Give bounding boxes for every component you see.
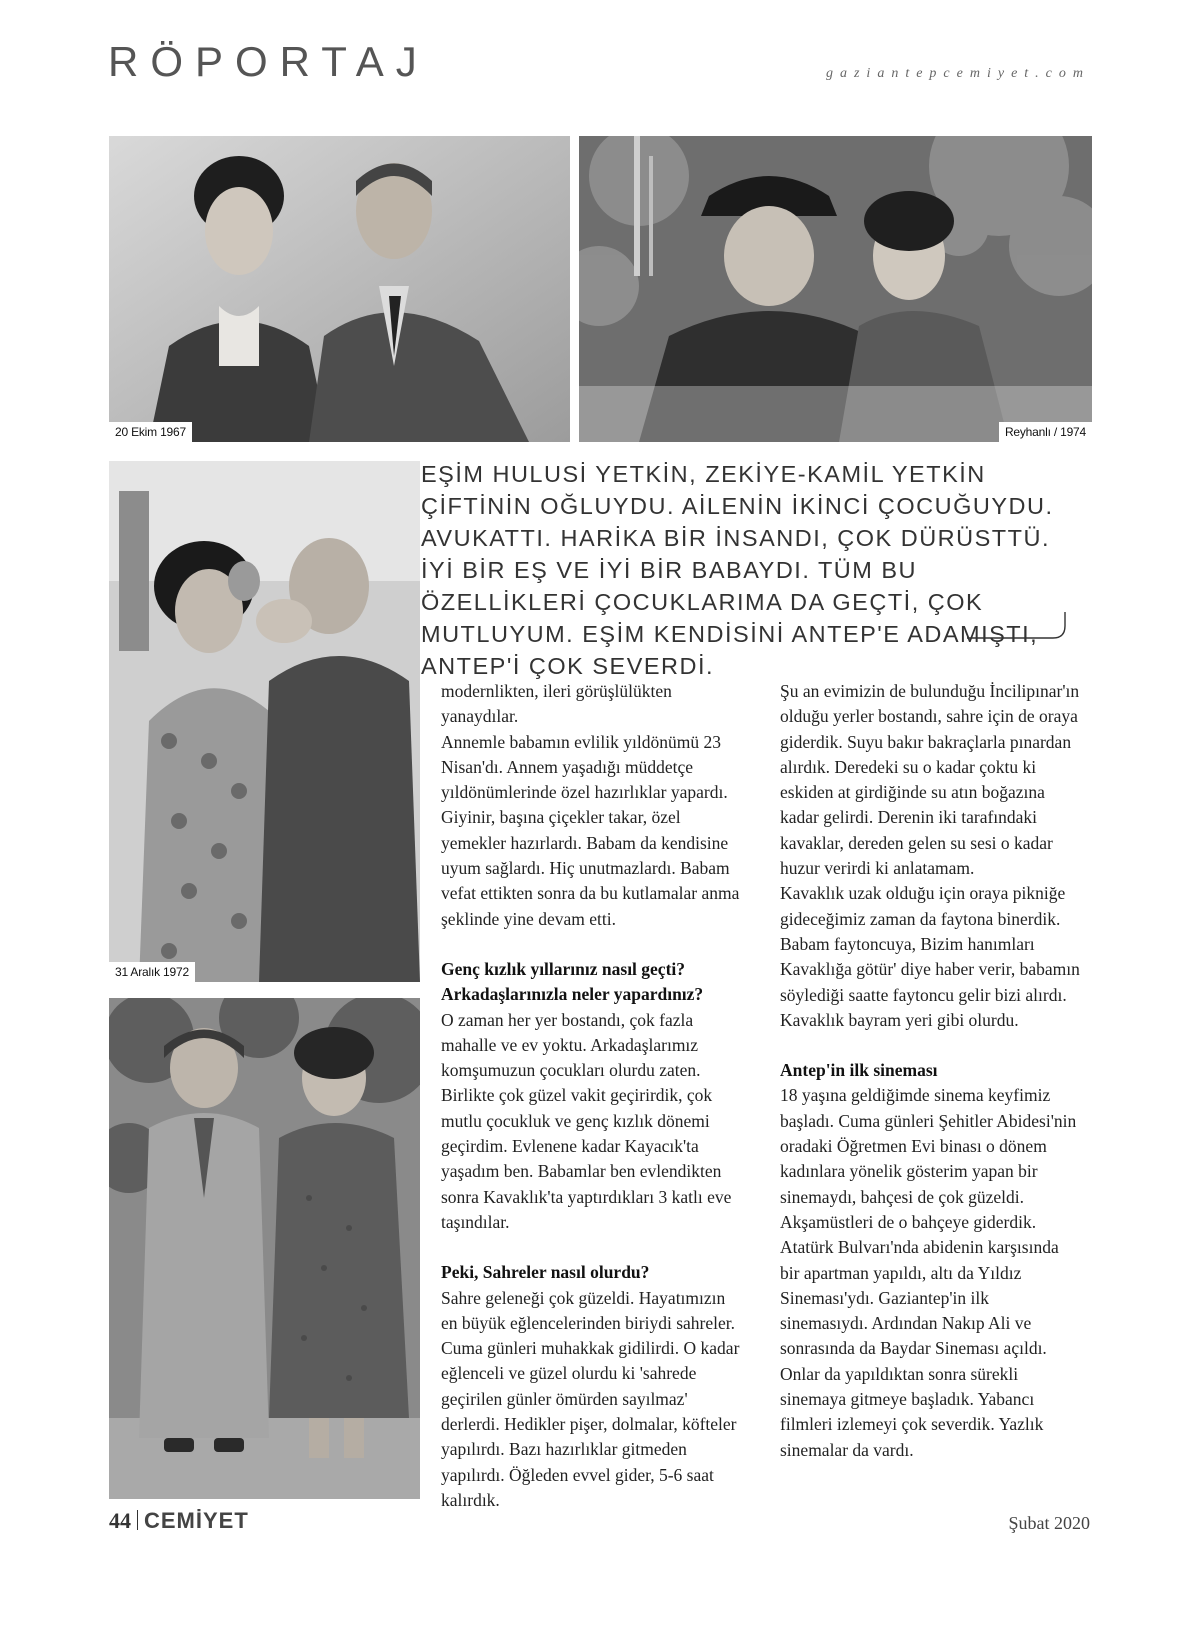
photo-illustration xyxy=(109,461,420,982)
page-folio xyxy=(109,1508,249,1534)
photo-caption: 31 Aralık 1972 xyxy=(109,962,195,982)
paragraph: Kavaklık uzak olduğu için oraya pikniğe gideceğimiz zaman da faytona binerdik. Babam faytoncuya, Bizim hanımları Kavaklığa götür' diye haber verir, babamın söylediği saatte faytoncu gelir bizi alırdı. Kavaklık bayram yeri gibi olurdu. xyxy=(780,883,1080,1030)
paragraph: Annemle babamın evlilik yıldönümü 23 Nisan'dı. Annem yaşadığı müddetçe yıldönümlerinde özel hazırlıklar yapardı. Giyinir, başına çiçekler takar, özel yemekler hazırlardı. Babam da kendisine uyum sağlardı. Hiç unutmazlardı. Babam vefat ettikten sonra da bu kutlamalar anma şeklinde yine devam etti. xyxy=(441,731,740,929)
pull-quote: EŞİM HULUSİ YETKİN, ZEKİYE-KAMİL YETKİN ÇİFTİNİN OĞLUYDU. AİLENİN İKİNCİ ÇOCUĞUYDU. AVUKATTI. HARİKA BİR İNSANDI, ÇOK DÜRÜSTTÜ. İYİ BİR EŞ VE İYİ BİR BABAYDI. TÜM BU ÖZELLİKLERİ ÇOCUKLARIMA DA GEÇTİ, ÇOK MUTLUYUM. EŞİM KENDİSİNİ ANTEP'E ADAMIŞTI, ANTEP'İ ÇOK SEVERDİ. xyxy=(421,461,1054,679)
photo-illustration xyxy=(579,136,1092,442)
section-title: RÖPORTAJ xyxy=(108,38,429,85)
article-column-2 xyxy=(780,679,1080,1463)
article-column-1 xyxy=(441,679,741,1513)
site-url[interactable]: gaziantepcemiyet.com xyxy=(825,66,1090,81)
photo-caption: 20 Ekim 1967 xyxy=(109,422,192,442)
interview-question: Peki, Sahreler nasıl olurdu? xyxy=(441,1262,650,1283)
photo-illustration xyxy=(109,136,570,442)
quote-decoration-icon xyxy=(965,610,1070,640)
paragraph: Sahre geleneği çok güzeldi. Hayatımızın en büyük eğlencelerinden biriydi sahreler. Cuma günleri muhakkak gidilirdi. O kadar eğlenceli ve güzel olurdu ki 'sahrede geçirilen günler ömürden sayılmaz' derlerdi. Hedikler pişer, dolmalar, köfteler yapılırdı. Bazı hazırlıklar gitmeden yapılırdı. Öğleden evvel gider, 5-6 saat kalırdık. xyxy=(441,1287,740,1510)
paragraph: 18 yaşına geldiğimde sinema keyfimiz başladı. Cuma günleri Şehitler Abidesi'nin oradaki Öğretmen Evi binası o dönem kadınlara yönelik gösterim yapan bir sinemaydı, bahçesi de çok güzeldi. Akşamüstleri de o bahçeye giderdik. Atatürk Bulvarı'nda abidenin karşısında bir apartman yapıldı, altı da Yıldız Sineması'ydı. Gaziantep'in ilk sinemasıydı. Ardından Nakıp Ali ve sonrasında da Baydar Sineması açıldı. Onlar da yapıldıktan sonra sürekli sinemaya gitmeye başladık. Yabancı filmleri izlemeyi çok severdik. Yazlık sinemalar da vardı. xyxy=(780,1085,1077,1460)
photo-caption: Reyhanlı / 1974 xyxy=(999,422,1092,442)
issue-date: Şubat 2020 xyxy=(1008,1513,1090,1533)
paragraph: Şu an evimizin de bulunduğu İncilipınar'ın olduğu yerler bostandı, sahre için de oraya giderdik. Suyu bakır bakraçlarla pınardan alırdık. Deredeki su o kadar çoktu ki eskiden at girdiğinde su atın boğazına kadar gelirdi. Derenin iki tarafındaki kavaklar, dereden gelen su sesi o kadar huzur verirdi ki anlatamam. xyxy=(780,681,1080,879)
photo-couple-dancing-1972 xyxy=(109,461,420,982)
photo-illustration xyxy=(109,998,420,1499)
section-heading: Antep'in ilk sineması xyxy=(780,1060,938,1081)
photo-couple-portrait-1967 xyxy=(109,136,570,442)
magazine-name: CEMİYET xyxy=(144,1508,249,1533)
paragraph: modernlikten, ileri görüşlülükten yanaydılar. xyxy=(441,681,672,727)
photo-couple-standing xyxy=(109,998,420,1499)
divider xyxy=(137,1510,138,1530)
photo-couple-outdoor-1974 xyxy=(579,136,1092,442)
interview-question: Genç kızlık yıllarınız nasıl geçti? Arkadaşlarınızla neler yapardınız? xyxy=(441,958,704,1005)
page-number: 44 xyxy=(109,1508,131,1533)
paragraph: O zaman her yer bostandı, çok fazla mahalle ve ev yoktu. Arkadaşlarımız komşumuzun çocukları olurdu zaten. Birlikte çok güzel vakit geçirirdik, çok mutlu çocukluk ve genç kızlık dönemi geçirdim. Evlenene kadar Kayacık'ta yaşadım ben. Babamlar ben evlendikten sonra Kavaklık'ta yaptırdıkları 3 katlı eve taşındılar. xyxy=(441,1009,732,1232)
